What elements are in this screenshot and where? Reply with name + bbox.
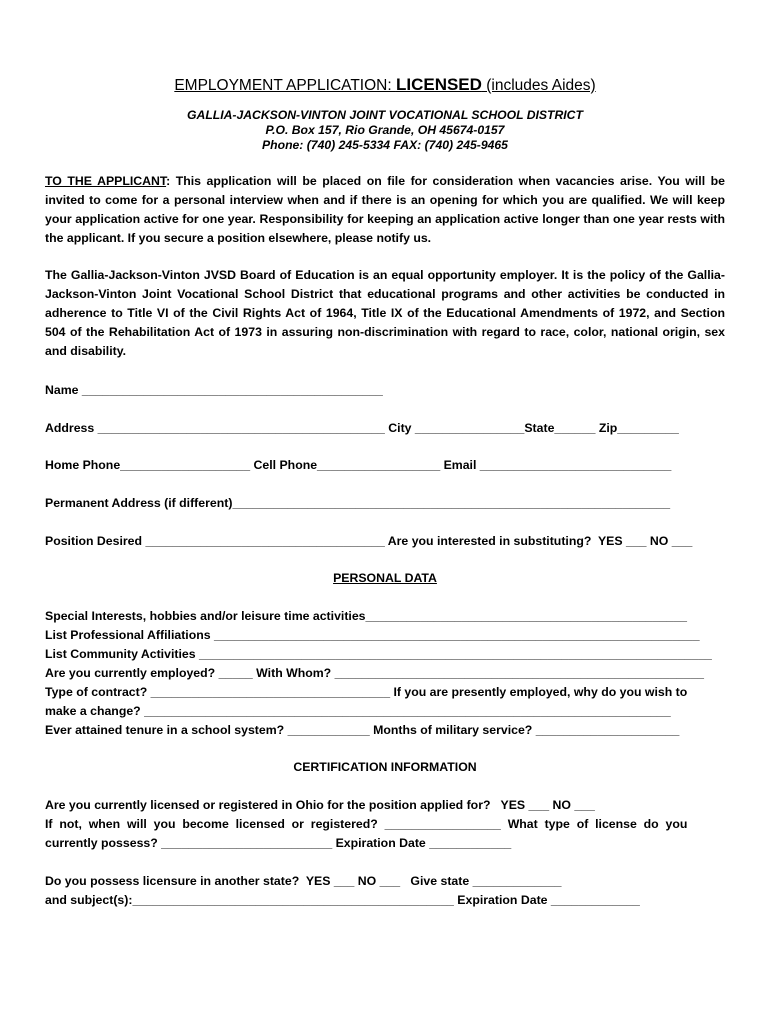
personal-data-heading: PERSONAL DATA <box>333 571 437 585</box>
license-when-question[interactable]: If not, when will you become licensed or registered? _________________ What type of license do you <box>45 817 688 831</box>
ohio-license-question[interactable]: Are you currently licensed or registered in Ohio for the position applied for? YES ___ NO ___ <box>45 798 595 812</box>
certification-heading: CERTIFICATION INFORMATION <box>293 760 477 774</box>
title-suffix: (includes Aides) <box>481 77 596 94</box>
district-name: GALLIA-JACKSON-VINTON JOINT VOCATIONAL SCHOOL DISTRICT <box>187 108 583 122</box>
applicant-note-text: : This application will be placed on file for consideration when vacancies arise. You will be invited to come for a personal interview when and if there is an opening for which you are qualified. We will keep your application active for one year. Responsibility for keeping an application active longer than one year rests with the applicant. If you secure a position elsewhere, please notify us. <box>45 174 725 245</box>
form-title <box>0 75 770 95</box>
license-type-field[interactable]: currently possess? _________________________ Expiration Date ____________ <box>45 836 512 850</box>
eeo-statement: The Gallia-Jackson-Vinton JVSD Board of Education is an equal opportunity employer. It is the policy of the Gallia-Jackson-Vinton Joint Vocational School District that educational programs and other activities be conducted in adherence to Title VI of the Civil Rights Act of 1964, Title IX of the Educational Amendments of 1972, and Section 504 of the Rehabilitation Act of 1973 in assuring non-discrimination with regard to race, color, national origin, sex and disability. <box>45 268 725 358</box>
contract-field[interactable]: Type of contract? ___________________________________ If you are presently employed, why do you wish to <box>45 685 688 699</box>
tenure-military-field[interactable]: Ever attained tenure in a school system? ____________ Months of military service? _____________________ <box>45 723 680 737</box>
applicant-note-label: TO THE APPLICANT <box>45 174 167 188</box>
phone-email-fields[interactable]: Home Phone___________________ Cell Phone__________________ Email ____________________________ <box>45 458 672 472</box>
community-field[interactable]: List Community Activities ___________________________________________________________________________ <box>45 647 712 661</box>
position-desired-field[interactable]: Position Desired ___________________________________ Are you interested in substituting? YES ___ NO ___ <box>45 534 693 548</box>
change-reason-field[interactable]: make a change? _____________________________________________________________________________ <box>45 704 671 718</box>
name-field[interactable]: Name ____________________________________________ <box>45 383 383 397</box>
applicant-note <box>45 172 725 248</box>
interests-field[interactable]: Special Interests, hobbies and/or leisure time activities_______________________________________________ <box>45 609 687 623</box>
affiliations-field[interactable]: List Professional Affiliations _______________________________________________________________________ <box>45 628 700 642</box>
other-state-question[interactable]: Do you possess licensure in another state? YES ___ NO ___ Give state _____________ <box>45 874 562 888</box>
address-field[interactable]: Address __________________________________________ City ________________State______ Zip_________ <box>45 421 679 435</box>
district-address: P.O. Box 157, Rio Grande, OH 45674-0157 <box>265 123 505 137</box>
permanent-address-field[interactable]: Permanent Address (if different)________________________________________________________________ <box>45 496 671 510</box>
subjects-field[interactable]: and subject(s):_______________________________________________ Expiration Date _____________ <box>45 893 640 907</box>
title-licensed: LICENSED <box>395 75 482 94</box>
title-prefix: EMPLOYMENT APPLICATION: <box>174 77 396 94</box>
district-phone: Phone: (740) 245-5334 FAX: (740) 245-9465 <box>262 138 508 152</box>
employed-field[interactable]: Are you currently employed? _____ With Whom? ______________________________________________________ <box>45 666 704 680</box>
